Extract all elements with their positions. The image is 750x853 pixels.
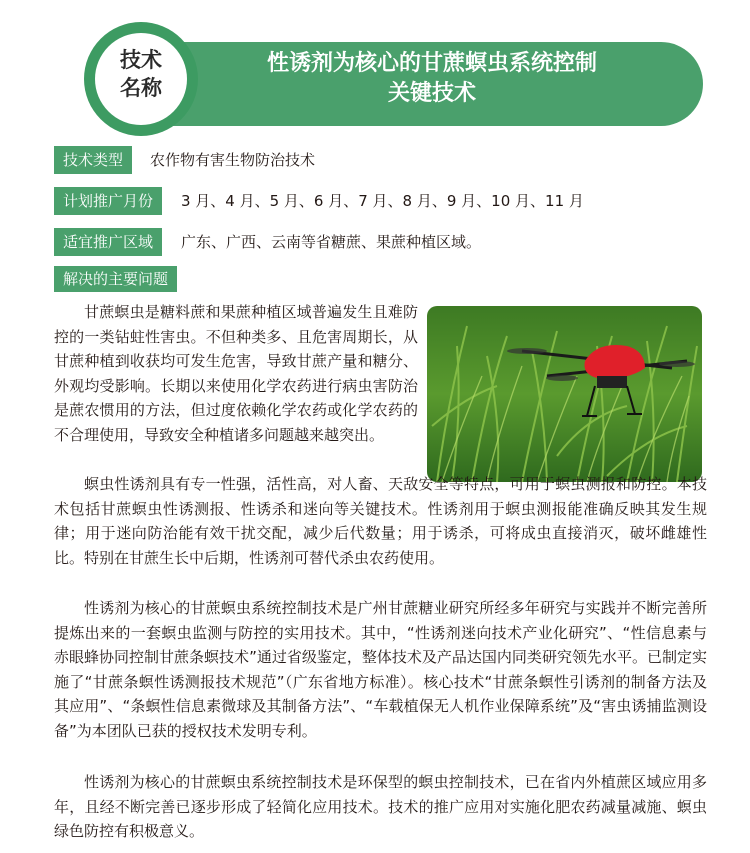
region-value: 广东、广西、云南等省糖蔗、果蔗种植区域。	[181, 233, 482, 251]
title-line-1: 性诱剂为核心的甘蔗螟虫系统控制	[266, 51, 597, 76]
page-title	[222, 49, 642, 109]
drone-photo-illustration	[427, 306, 702, 482]
tech-type-value: 农作物有害生物防治技术	[150, 151, 316, 169]
months-value: 3 月、4 月、5 月、6 月、7 月、8 月、9 月、10 月、11 月	[181, 192, 584, 210]
section-heading: 解决的主要问题	[54, 266, 177, 292]
badge-line-1: 技术	[120, 48, 162, 72]
badge-line-2: 名称	[120, 76, 162, 100]
paragraph-4: 性诱剂为核心的甘蔗螟虫系统控制技术是环保型的螟虫控制技术，已在省内外植蔗区域应用多年，且经不断完善已逐步形成了轻简化应用技术。技术的推广应用对实施化肥农药减量减施、螟虫绿色防控有积极意义。	[54, 773, 707, 840]
paragraph-2: 螟虫性诱剂具有专一性强，活性高，对人畜、天敌安全等特点，可用于螟虫测报和防控。本技术包括甘蔗螟虫性诱测报、性诱杀和迷向等关键技术。性诱剂用于螟虫测报能准确反映其发生规律；用于迷向防治能有效干扰交配，减少后代数量；用于诱杀，可将成虫直接消灭，破坏雌雄性比。特别在甘蔗生长中后期，性诱剂可替代杀虫农药使用。	[54, 475, 707, 567]
paragraph-1: 甘蔗螟虫是糖料蔗和果蔗种植区域普遍发生且难防控的一类钻蛀性害虫。不但种类多、且危害周期长，从甘蔗种植到收获均可发生危害，导致甘蔗产量和糖分、外观均受影响。长期以来使用化学农药进行病虫害防治是蔗农惯用的方法，但过度依赖化学农药或化学农药的不合理使用，导致安全种植诸多问题越来越突出。	[54, 303, 418, 444]
paragraph-3: 性诱剂为核心的甘蔗螟虫系统控制技术是广州甘蔗糖业研究所经多年研究与实践并不断完善所提炼出来的一套螟虫监测与防控的实用技术。其中，“性诱剂迷向技术产业化研究”、“性信息素与赤眼蜂协同控制甘蔗条螟技术”通过省级鉴定，整体技术及产品达国内同类研究领先水平。已制定实施了“甘蔗条螟性诱测报技术规范”（广东省地方标准）。核心技术“甘蔗条螟性引诱剂的制备方法及其应用”、“条螟性信息素微球及其制备方法”、“车载植保无人机作业保障系统”及“害虫诱捕监测设备”为本团队已获的授权技术发明专利。	[54, 599, 707, 740]
drone-field-photo	[427, 306, 702, 482]
region-label: 适宜推广区域	[54, 228, 162, 256]
title-line-2: 关键技术	[387, 81, 476, 106]
months-label: 计划推广月份	[54, 187, 162, 215]
tech-type-label: 技术类型	[54, 146, 132, 174]
badge-label	[95, 46, 187, 102]
